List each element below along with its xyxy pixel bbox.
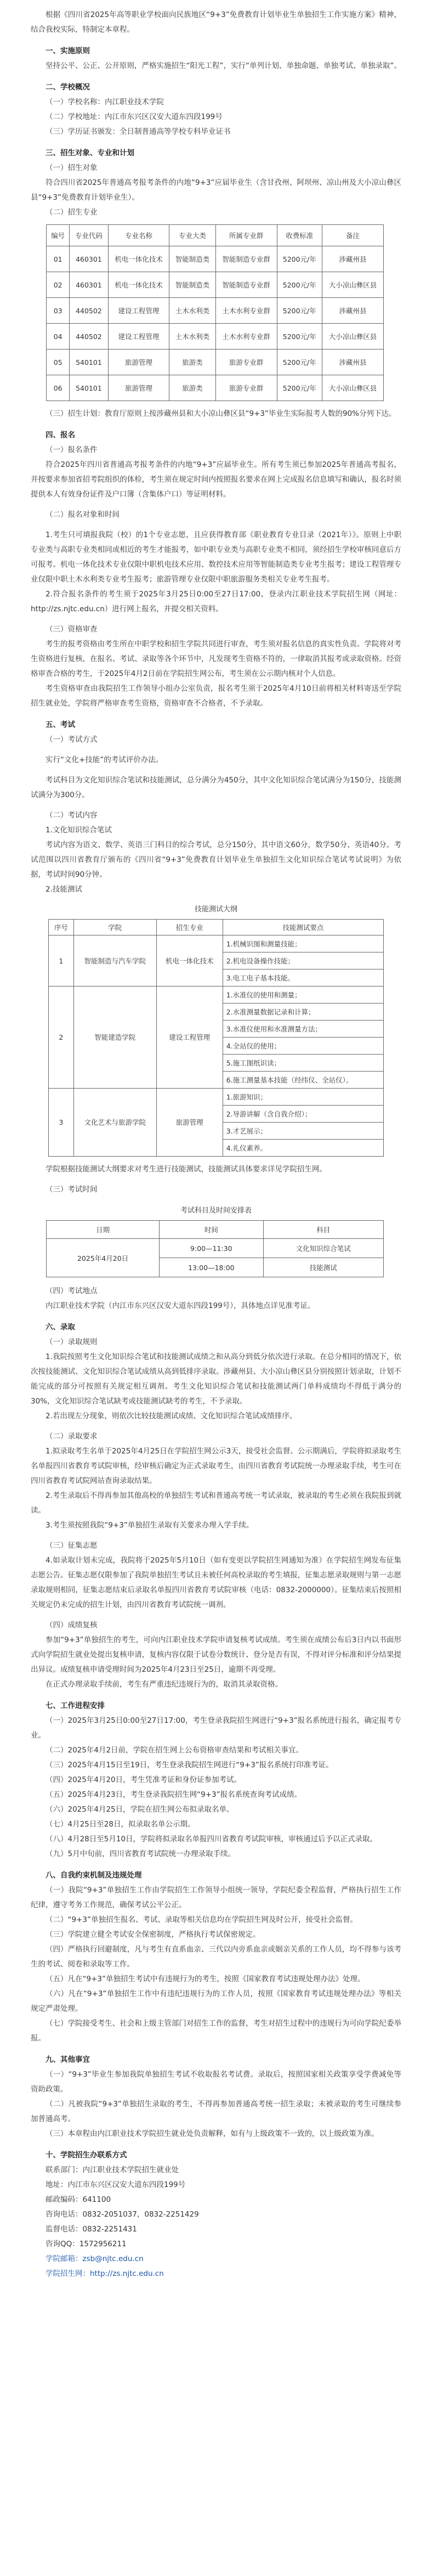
section-6-title: 六、录取	[46, 1323, 75, 1332]
section-8-title: 八、自我约束机制及违规处理	[46, 1871, 142, 1880]
table-cell: 13:00—18:00	[160, 1258, 263, 1277]
school-certificate: （三）学历证书颁发：全日制普通高等学校专科毕业证书	[46, 127, 231, 136]
schedule-item: （八）4月28日至5月10日，学院将拟录取名单报四川省教育考试院审核，审核通过后予以正式录取。	[46, 1835, 378, 1844]
table-cell: 大小凉山彝区县	[322, 272, 384, 298]
table-row	[49, 987, 384, 1004]
contact-department: 联系部门：内江职业技术学院招生就业处	[46, 2166, 179, 2174]
table-cell: 旅游管理	[108, 350, 169, 375]
table-cell: 2	[49, 987, 74, 1089]
schedule-item: （五）2025年4月23日，考生登录我院招生网“9+3”报名系统查询考试成绩。	[46, 1790, 302, 1799]
table-cell: 土木水利类	[169, 298, 215, 324]
exam-schedule-caption: 考试科目及时间安排表	[180, 1207, 252, 1215]
exam-schedule-table	[46, 1220, 384, 1277]
admission-requirements-text-3: 3.考生须按照我院“9+3”单独招生录取有关要求办理入学手续。	[46, 1521, 254, 1530]
col-header: 编号	[47, 225, 70, 246]
registration-conditions-text: 符合2025年四川省普通高考报考条件的内地“9+3”应届毕业生。所有考生须已参加2025年普通高考报名，并按要求参加省招考院组织的体检，考生须在规定时间内按照报名要求在网上完成报名信息填写和确认，报名时须提供本人有效身份证件及户口簿（含集体户口）等证明材料。	[31, 460, 401, 499]
col-header: 日期	[47, 1221, 160, 1239]
discipline-item: （二）“9+3”单独招生报名、考试、录取等相关信息均在学院招生网及时公开，接受社会监督。	[46, 1915, 357, 1924]
section-4-title: 四、报名	[46, 431, 75, 439]
table-cell: 3	[49, 1089, 74, 1157]
table-cell: 文化知识综合笔试	[263, 1239, 383, 1258]
table-row	[47, 375, 384, 401]
schedule-item: （二）2025年4月2日前，学院在招生网上公布资格审查结果和考试相关事宜。	[46, 1746, 304, 1755]
registration-time-text-1: 1.考生只可填报我院（校）的1个专业志愿，且应获得教育部《职业教育专业目录（2021年）》。原则上中职专业类与高职专业类相同或相近的考生才能报考，如中职专业类与高职专业类不相同，须经招生学校审核同意后方可报考。机电一体化技术专业仅限中职机电技术应用、数控技术应用等智能制造类专业考生报考；建设工程管理专业仅限中职土木水利类专业考生报考；旅游管理专业仅限中职旅游服务类相关专业考生报考。	[31, 531, 401, 584]
skill-point: 1.旅游知识；	[223, 1089, 383, 1106]
section-7-title: 七、工作进程安排	[46, 1701, 105, 1710]
table-cell: 智能制造专业群	[215, 272, 277, 298]
table-cell: 460301	[70, 246, 108, 272]
school-address: （二）学校地址：内江市东兴区汉安大道东四段199号	[46, 112, 223, 121]
discipline-item: （三）学院建立健全考试安全保密制度，严格执行考试保密规定。	[46, 1930, 260, 1939]
table-cell: 涉藏州县	[322, 298, 384, 324]
schedule-item: （四）2025年4月20日，考生凭准考证和身份证参加考试。	[46, 1775, 242, 1784]
contact-postcode: 邮政编码：641100	[46, 2195, 111, 2204]
registration-conditions-title: （一）报名条件	[46, 446, 98, 454]
table-cell: 5200元/年	[277, 324, 322, 350]
table-cell: 智能制造类	[169, 246, 215, 272]
col-header: 专业大类	[169, 225, 215, 246]
majors-title: （二）招生专业	[46, 208, 98, 217]
table-cell: 01	[47, 246, 70, 272]
skill-point: 1.水准仪的使用和测量；	[223, 987, 383, 1004]
admission-requirements-title: （二）录取要求	[46, 1432, 98, 1441]
score-review-text: 参加“9+3”单独招生的考生，可向内江职业技术学院申请复核考试成绩。考生须在成绩公布后3日内以书面形式向学院招生就业处提出复核申请，复核内容仅限于试卷分数统计、登分是否有误，不得对评分标准和评分结果提出异议。成绩复核申请受理时间为2025年4月23日至25日，逾期不再受理。	[31, 1636, 401, 1674]
table-row	[47, 272, 384, 298]
skill-point: 3.才艺展示；	[223, 1123, 383, 1140]
skill-test-note: 学院根据技能测试大纲要求对考生进行技能测试，技能测试具体要求详见学院招生网。	[46, 1165, 327, 1174]
enrollment-target-title: （一）招生对象	[46, 164, 98, 172]
skill-outline-table	[48, 919, 384, 1157]
table-cell: 03	[47, 298, 70, 324]
other-item: （一）“9+3”毕业生参加我院单独招生考试不收取报名考试费。录取后，按照国家相关政策享受学费减免等资助政策。	[31, 2070, 401, 2094]
admission-rules-title: （一）录取规则	[46, 1338, 98, 1346]
table-cell: 建设工程管理	[108, 324, 169, 350]
table-cell: 5200元/年	[277, 298, 322, 324]
section-5-title: 五、考试	[46, 720, 75, 729]
exam-method-text-2: 考试科目为文化知识综合笔试和技能测试，总分满分为450分，其中文化知识综合笔试满分为150分，技能测试满分为300分。	[31, 776, 401, 799]
schedule-item: （六）2025年4月25日，学院在招生网公布拟录取名单。	[46, 1805, 234, 1814]
skill-point: 3.水准仪使用和水准测量方法；	[223, 1021, 383, 1038]
school-name: （一）学校名称：内江职业技术学院	[46, 98, 164, 106]
table-cell: 5200元/年	[277, 375, 322, 401]
exam-location-title: （四）考试地点	[46, 1287, 98, 1295]
exam-content-title: （二）考试内容	[46, 811, 98, 820]
exam-location-text: 内江职业技术学院（内江市东兴区汉安大道东四段199号），具体地点详见准考证。	[46, 1301, 315, 1310]
skill-point: 1.机械识图和测量技能；	[223, 935, 383, 952]
table-cell: 5200元/年	[277, 272, 322, 298]
contact-address: 地址：内江市东兴区汉安大道东四段199号	[46, 2180, 186, 2189]
col-header: 收费标准	[277, 225, 322, 246]
exam-schedule-header	[47, 1221, 384, 1239]
exam-skill-title: 2.技能测试	[46, 885, 82, 894]
section-9-title: 九、其他事宜	[46, 2055, 90, 2064]
col-header: 序号	[49, 920, 74, 935]
contact-email-link[interactable]: 学院邮箱：zsb@njtc.edu.cn	[46, 2254, 144, 2263]
admission-rules-text: 1.我院按照考生文化知识综合笔试和技能测试成绩之和从高分到低分依次进行录取。在总分相同的情况下，依次按技能测试、文化知识综合笔试成绩从高到低排序录取。涉藏州县、大小凉山彝区县分别按照计划录取，计划不能完成的部分可按照有关规定相互调剂。考生文化知识综合笔试和技能测试两门单科成绩均不得低于满分的30%，文化知识综合笔试缺考或技能测试缺考的考生，不予录取。	[31, 1352, 401, 1406]
table-cell: 02	[47, 272, 70, 298]
table-cell: 9:00—11:30	[160, 1239, 263, 1258]
skill-point: 2.水准测量数据记录和计算；	[223, 1004, 383, 1021]
table-cell: 机电一体化技术	[108, 246, 169, 272]
table-cell: 05	[47, 350, 70, 375]
table-row	[49, 1089, 384, 1106]
other-item: （三）本章程由内江职业技术学院招生就业处负责解释，如有与上级政策不一致的，以上级政策为准。	[46, 2129, 379, 2138]
schedule-item: （九）5月中旬前，四川省教育考试院统一办理录取手续。	[46, 1850, 236, 1858]
table-row	[47, 246, 384, 272]
enrollment-plan-text: （三）招生计划：教育厅原则上按涉藏州县和大小凉山彝区县“9+3”毕业生实际报考人数的90%分列下达。	[46, 409, 396, 418]
intro-paragraph: 根据《四川省2025年高等职业学校面向民族地区“9+3”免费教育计划毕业生单独招生工作实施方案》精神，结合我校实际，特制定本章程。	[31, 10, 401, 34]
skill-outline-caption: 技能测试大纲	[194, 905, 237, 914]
section-2-title: 二、学校概况	[46, 83, 90, 92]
table-cell: 智能制造与汽车学院	[73, 935, 156, 987]
schedule-item: （七）4月25日至28日，拟录取名单公示期。	[46, 1820, 195, 1829]
skill-point: 4.全站仪的使用；	[223, 1038, 383, 1055]
table-cell: 机电一体化技术	[156, 935, 223, 987]
contact-qq: 咨询QQ：1572956211	[46, 2240, 127, 2248]
table-cell: 土木水利类	[169, 324, 215, 350]
skill-point: 3.电工电子基本技能。	[223, 969, 383, 987]
supplementary-text: 4.如录取计划未完成，我院将于2025年5月10日（如有变更以学院招生网通知为准）在学院招生网发布征集志愿公告。征集志愿仅限参加了我院单独招生考试且未被任何高校录取的考生填报，征集志愿录取规则与第一志愿录取规则相同，征集志愿结束后录取名单报四川省教育考试院审核（电话：0832-2000000）。征集结束后按照相关规定仍未完成的招生计划，由四川省教育考试院统一调剂。	[31, 1556, 401, 1609]
col-header: 专业名称	[108, 225, 169, 246]
majors-table	[46, 224, 384, 401]
contact-supervision-phone: 监督电话：0832-2251431	[46, 2225, 137, 2234]
table-cell: 大小凉山彝区县	[322, 324, 384, 350]
table-cell: 旅游类	[169, 375, 215, 401]
table-cell: 440502	[70, 298, 108, 324]
table-cell: 建设工程管理	[108, 298, 169, 324]
table-cell: 旅游专业群	[215, 350, 277, 375]
supplementary-title: （三）征集志愿	[46, 1541, 98, 1550]
exam-written-text: 考试内容为语文、数学、英语三门科目的综合考试，总分150分，其中语文60分，数学50分、英语40分。考试范围以四川省教育厅颁布的《四川省“9+3”免费教育计划毕业生单独招生文化知识综合笔试考试说明》为依据，考试时间90分钟。	[31, 841, 401, 879]
col-header: 时间	[160, 1221, 263, 1239]
enrollment-target-text: 符合四川省2025年普通高考报考条件的内地“9+3”应届毕业生（含甘孜州、阿坝州、凉山州及大小凉山彝区县“9+3”免费教育计划毕业生）。	[31, 178, 401, 202]
schedule-item: （一）2025年3月25日0:00至27日17:00，考生登录我院招生网进行“9+3”报名系统进行报名，确定报考专业。	[31, 1716, 401, 1740]
skill-point: 2.机电设备操作技能；	[223, 952, 383, 969]
registration-time-text-2: 2.符合报名条件的考生须于2025年3月25日0:00至27日17:00，登录内江职业技术学院招生网（网址：http://zs.njtc.edu.cn）进行网上报名，并提交相关资料。	[31, 590, 401, 613]
section-10-title: 十、学院招生办联系方式	[46, 2151, 127, 2160]
section-3-title: 三、招生对象、专业和计划	[46, 149, 134, 157]
table-cell: 机电一体化技术	[108, 272, 169, 298]
table-cell: 涉藏州县	[322, 246, 384, 272]
table-cell: 土木水利专业群	[215, 324, 277, 350]
skill-outline-header	[49, 920, 384, 935]
majors-table-header	[47, 225, 384, 246]
table-cell: 建设工程管理	[156, 987, 223, 1089]
table-cell: 技能测试	[263, 1258, 383, 1277]
admission-requirements-text-2: 2.考生录取后不得再参加其他高校的单独招生考试和普通高考统一考试录取，被录取的考生必须在我院报到就读。	[31, 1491, 401, 1515]
schedule-item: （三）2025年4月15日至19日，考生登录我院招生网进行“9+3”报名系统打印准考证。	[46, 1761, 333, 1769]
table-row	[47, 324, 384, 350]
score-review-text-2: 在正式办理录取手续前，考生有严重违纪违规行为的，取消其录取资格。	[46, 1680, 282, 1689]
exam-method-text-1: 实行“文化+技能”的考试评价办法。	[46, 756, 163, 764]
section-1-title: 一、实施原则	[46, 47, 90, 55]
table-cell: 智能制造类	[169, 272, 215, 298]
table-cell: 旅游专业群	[215, 375, 277, 401]
table-row	[49, 935, 384, 952]
table-cell: 540101	[70, 350, 108, 375]
table-cell: 06	[47, 375, 70, 401]
discipline-item: （七）学院接受考生、社会和上级主管部门对招生工作的监督，考生对招生过程中的违规行为可向学院纪委举报。	[31, 2019, 401, 2043]
table-cell: 土木水利专业群	[215, 298, 277, 324]
skill-point: 4.礼仪素养。	[223, 1140, 383, 1157]
skill-point: 2.导游讲解（含自我介绍）；	[223, 1106, 383, 1123]
table-cell: 大小凉山彝区县	[322, 375, 384, 401]
contact-website-link[interactable]: 学院招生网：http://zs.njtc.edu.cn	[46, 2269, 164, 2278]
discipline-item: （四）严格执行回避制度，凡与考生有直系血亲、三代以内旁系血亲或姻亲关系的工作人员，均不得参与该考生的考试、阅卷和录取等工作。	[31, 1945, 401, 1969]
score-review-title: （四）成绩复核	[46, 1621, 98, 1630]
table-cell: 1	[49, 935, 74, 987]
table-cell: 智能建造学院	[73, 987, 156, 1089]
table-row	[47, 298, 384, 324]
table-row	[47, 350, 384, 375]
table-cell: 智能制造专业群	[215, 246, 277, 272]
table-cell: 旅游管理	[108, 375, 169, 401]
contact-phone: 咨询电话：0832-2051037，0832-2251429	[46, 2210, 199, 2219]
qualification-review-text-2: 考生资格审查由我院招生工作领导小组办公室负责，报名考生须于2025年4月10日前将相关材料寄送至学院招生就业处，学院将严格审查考生资格，资格审查不合格者，不予录取。	[31, 684, 401, 708]
qualification-review-text: 考生的报考资格由考生所在中职学校和招生学院共同进行审查，考生须对报名信息的真实性负责。学院将对考生资格进行复核，在报名、考试、录取等各个环节中，凡发现考生资格不符的，一律取消其报考或录取资格。经资格审查合格的考生，于2025年4月2日前在学院招生网公布，考生须在公示期内核对个人信息。	[31, 640, 401, 678]
section-1-text: 坚持公平、公正、公开原则，严格实施招生“阳光工程”，实行“单列计划、单独命题、单独考试、单独录取”。	[46, 61, 401, 70]
col-header: 所属专业群	[215, 225, 277, 246]
table-cell: 5200元/年	[277, 246, 322, 272]
qualification-review-title: （三）资格审查	[46, 625, 98, 634]
col-header: 科目	[263, 1221, 383, 1239]
exam-time-title: （三）考试时间	[46, 1185, 98, 1194]
table-cell: 460301	[70, 272, 108, 298]
col-header: 学院	[73, 920, 156, 935]
table-cell: 04	[47, 324, 70, 350]
discipline-item: （六）凡在“9+3”单独招生工作中有违纪违规行为的工作人员，按照《国家教育考试违规处理办法》等相关规定严肃处理。	[31, 1989, 401, 2013]
table-cell: 5200元/年	[277, 350, 322, 375]
table-cell: 涉藏州县	[322, 350, 384, 375]
exam-method-title: （一）考试方式	[46, 735, 98, 744]
table-cell: 旅游类	[169, 350, 215, 375]
table-cell: 旅游管理	[156, 1089, 223, 1157]
discipline-item: （一）我院“9+3”单独招生工作由学院招生工作领导小组统一领导，学院纪委全程监督，严格执行招生工作纪律，遵守考务工作规范，确保考试公平公正。	[31, 1886, 401, 1909]
registration-time-title: （二）报名对象和时间	[46, 510, 120, 519]
discipline-item: （五）凡在“9+3”单独招生考试中有违规行为的考生，按照《国家教育考试违规处理办法》处理。	[46, 1975, 365, 1983]
col-header: 备注	[322, 225, 384, 246]
exam-written-title: 1.文化知识综合笔试	[46, 826, 112, 835]
other-item: （二）凡被我院“9+3”单独招生录取的考生，不得再参加普通高考统一招生录取；未被录取的考生可继续参加普通高考。	[31, 2100, 401, 2123]
exam-date: 2025年4月20日	[47, 1239, 160, 1277]
table-cell: 文化艺术与旅游学院	[73, 1089, 156, 1157]
table-cell: 440502	[70, 324, 108, 350]
col-header: 技能测试要点	[223, 920, 383, 935]
table-row	[47, 1239, 384, 1258]
col-header: 招生专业	[156, 920, 223, 935]
skill-point: 6.施工测量基本技能（经纬仪、全站仪）。	[223, 1072, 383, 1089]
admission-rules-text-2: 2.若出现左分现象，则依次比较技能测试成绩、文化知识综合笔试成绩排序。	[46, 1412, 297, 1421]
skill-point: 5.施工图纸识读；	[223, 1055, 383, 1072]
table-cell: 540101	[70, 375, 108, 401]
admission-requirements-text-1: 1.拟录取考生名单于2025年4月25日在学院招生网公示3天，接受社会监督。公示期满后，学院将拟录取考生名单报四川省教育考试院审核，经审核后确定为正式录取考生，由四川省教育考试院统一办理录取手续，考生可在四川省教育考试院网站查询录取结果。	[31, 1447, 401, 1485]
col-header: 专业代码	[70, 225, 108, 246]
